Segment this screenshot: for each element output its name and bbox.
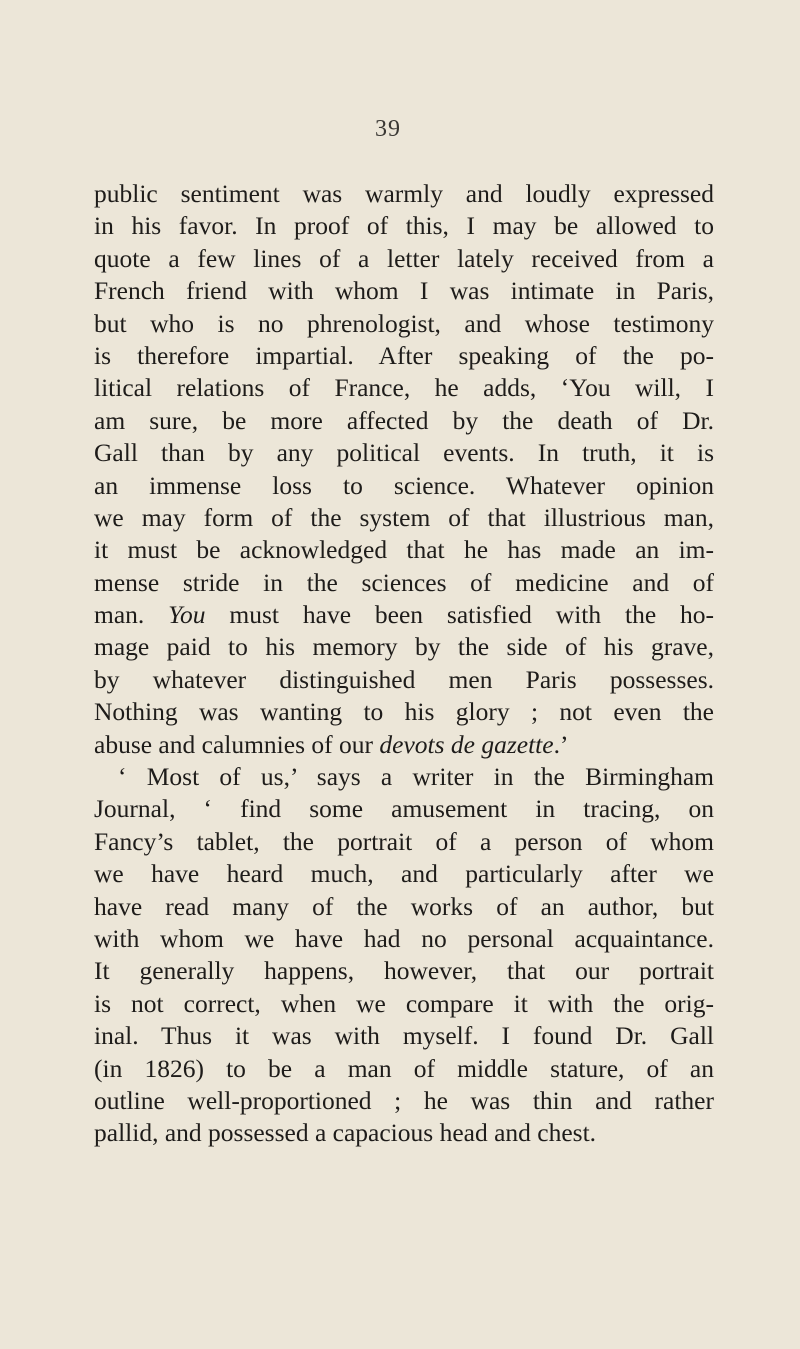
text-line: It generally happens, however, that our portrait: [94, 956, 714, 986]
text-line: but who is no phrenologist, and whose testimony: [94, 308, 714, 338]
text-line: an immense loss to science. Whatever opinion: [94, 470, 714, 500]
text-line: in his favor. In proof of this, I may be allowed to: [94, 211, 714, 241]
text-line: is therefore impartial. After speaking of the po-: [94, 340, 714, 370]
text-line: we have heard much, and particularly after we: [94, 859, 714, 889]
text-line: Gall than by any political events. In truth, it is: [94, 438, 714, 468]
italic-word: You: [168, 600, 206, 630]
text-line-with-italic: [94, 729, 714, 761]
text-line: litical relations of France, he adds, ‘You will, I: [94, 373, 714, 403]
text-line: it must be acknowledged that he has made an im-: [94, 535, 714, 565]
text-line: pallid, and possessed a capacious head and chest.: [94, 1118, 597, 1148]
text-line: outline well-proportioned ; he was thin and rather: [94, 1085, 714, 1115]
text-line: Nothing was wanting to his glory ; not even the: [94, 697, 714, 727]
text-segment: abuse and calumnies of our: [94, 729, 373, 759]
text-segment: man.: [94, 600, 145, 630]
text-line: Journal, ‘ find some amusement in tracing, on: [94, 794, 714, 824]
text-line: Fancy’s tablet, the portrait of a person of whom: [94, 826, 714, 856]
text-line-with-italic: [94, 599, 714, 631]
text-line: with whom we have had no personal acquaintance.: [94, 923, 714, 953]
text-line: mense stride in the sciences of medicine and of: [94, 567, 714, 597]
text-line: mage paid to his memory by the side of his grave,: [94, 632, 714, 662]
text-line: ‘ Most of us,’ says a writer in the Birmingham: [118, 762, 714, 792]
page-number: 39: [375, 116, 401, 142]
text-line: (in 1826) to be a man of middle stature, of an: [94, 1053, 714, 1083]
text-line: we may form of the system of that illustrious man,: [94, 502, 714, 532]
text-line: am sure, be more affected by the death of Dr.: [94, 405, 714, 435]
closing-quote: .’: [553, 729, 569, 759]
text-line: by whatever distinguished men Paris possesses.: [94, 664, 714, 694]
italic-phrase: devots de gazette: [379, 729, 554, 759]
text-line: inal. Thus it was with myself. I found Dr. Gall: [94, 1021, 714, 1051]
text-line: quote a few lines of a letter lately received from a: [94, 243, 714, 273]
text-line: is not correct, when we compare it with the orig-: [94, 988, 714, 1018]
body-text: [94, 178, 714, 1150]
text-line: public sentiment was warmly and loudly expressed: [94, 179, 714, 208]
text-segment: must have been satisfied with the ho-: [229, 600, 715, 630]
text-line: have read many of the works of an author, but: [94, 891, 714, 921]
text-line: French friend with whom I was intimate in Paris,: [94, 276, 714, 306]
